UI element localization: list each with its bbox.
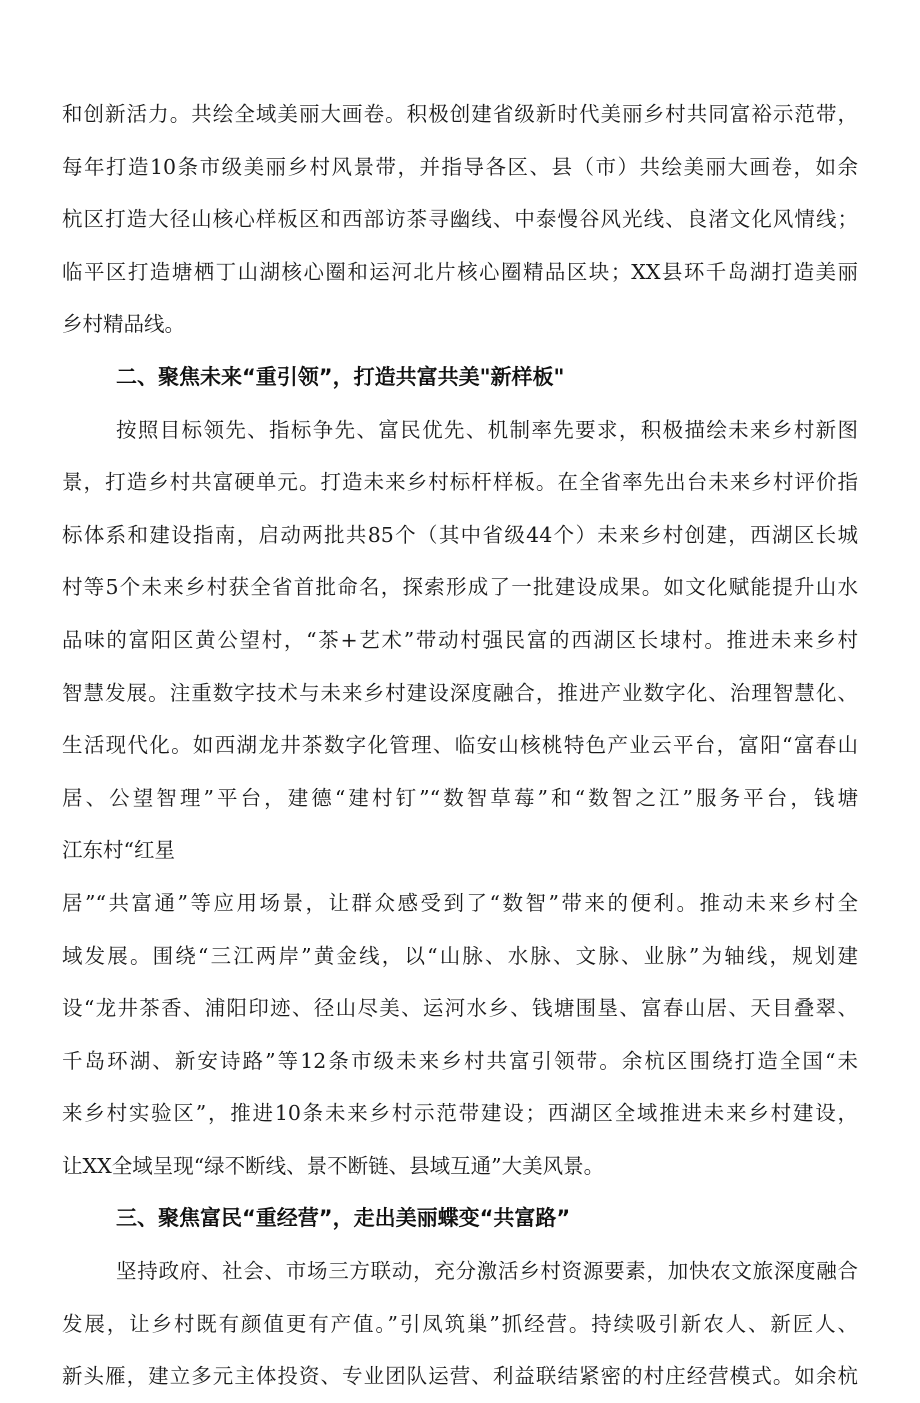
text-line: 智慧发展。注重数字技术与未来乡村建设深度融合，推进产业数字化、治理智慧化、 <box>62 680 858 705</box>
text-line: 生活现代化。如西湖龙井茶数字化管理、临安山核桃特色产业云平台，富阳“富春山 <box>62 733 858 758</box>
section-heading-2: 二、聚焦未来“重引领”，打造共富共美"新样板" <box>116 364 565 389</box>
text-line: 居、公望智理”平台，建德“建村钉”“数智草莓”和“数智之江”服务平台，钱塘 <box>62 785 858 810</box>
text-line: 乡村精品线。 <box>62 312 185 337</box>
text-line: 域发展。围绕“三江两岸”黄金线，以“山脉、水脉、文脉、业脉”为轴线，规划建 <box>62 943 858 968</box>
text-line: 品味的富阳区黄公望村，“茶+艺术”带动村强民富的西湖区长埭村。推进未来乡村 <box>62 627 858 652</box>
text-line: 标体系和建设指南，启动两批共85个（其中省级44个）未来乡村创建，西湖区长城 <box>62 522 858 547</box>
text-line: 让XX全域呈现“绿不断线、景不断链、县域互通”大美风景。 <box>62 1153 605 1178</box>
text-line: 居”“共富通”等应用场景，让群众感受到了“数智”带来的便利。推动未来乡村全 <box>62 890 858 915</box>
text-line: 临平区打造塘栖丁山湖核心圈和运河北片核心圈精品区块；XX县环千岛湖打造美丽 <box>62 259 858 284</box>
section-heading-3: 三、聚焦富民“重经营”，走出美丽蝶变“共富路” <box>116 1206 571 1231</box>
text-line: 江东村“红星 <box>62 838 175 863</box>
text-line: 景，打造乡村共富硬单元。打造未来乡村标杆样板。在全省率先出台未来乡村评价指 <box>62 470 858 495</box>
text-line: 千岛环湖、新安诗路”等12条市级未来乡村共富引领带。余杭区围绕打造全国“未 <box>62 1048 858 1073</box>
text-line: 坚持政府、社会、市场三方联动，充分激活乡村资源要素，加快农文旅深度融合 <box>116 1259 858 1284</box>
text-line: 村等5个未来乡村获全省首批命名，探索形成了一批建设成果。如文化赋能提升山水 <box>62 575 858 600</box>
text-line: 新头雁，建立多元主体投资、专业团队运营、利益联结紧密的村庄经营模式。如余杭 <box>62 1364 858 1389</box>
text-line: 设“龙井茶香、浦阳印迹、径山尽美、运河水乡、钱塘围垦、富春山居、天目叠翠、 <box>62 996 858 1021</box>
paragraph-1 <box>62 88 858 351</box>
text-line: 每年打造10条市级美丽乡村风景带，并指导各区、县（市）共绘美丽大画卷，如余 <box>62 154 858 179</box>
text-line: 杭区打造大径山核心样板区和西部访茶寻幽线、中泰慢谷风光线、良渚文化风情线； <box>62 207 858 232</box>
document-body <box>62 88 858 1403</box>
text-line: 发展，让乡村既有颜值更有产值。”引凤筑巢”抓经营。持续吸引新农人、新匠人、 <box>62 1311 858 1336</box>
text-line: 按照目标领先、指标争先、富民优先、机制率先要求，积极描绘未来乡村新图 <box>116 417 858 442</box>
text-line: 来乡村实验区”，推进10条未来乡村示范带建设；西湖区全域推进未来乡村建设， <box>62 1101 858 1126</box>
paragraph-2 <box>62 404 858 1193</box>
paragraph-3 <box>62 1245 858 1403</box>
text-line: 和创新活力。共绘全域美丽大画卷。积极创建省级新时代美丽乡村共同富裕示范带， <box>62 102 858 126</box>
